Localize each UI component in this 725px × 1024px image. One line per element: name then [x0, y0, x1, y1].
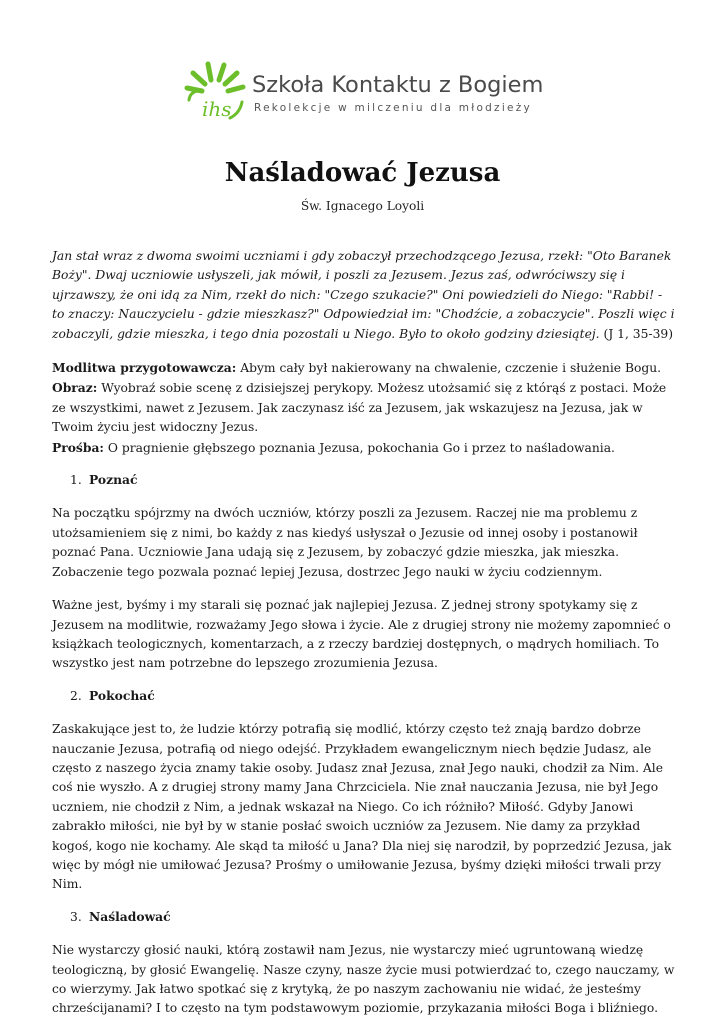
section-paragraph: Nie wystarczy głosić nauki, którą zostawił nam Jezus, nie wystarczy mieć ugruntowaną wiedzę teologiczną, by głosić Ewangelię. Nasze czyny, nasze życie musi potwierdzać to, czego nauczamy, w co wierzymy. Jak łatwo spotkać się z krytyką, że po naszym zachowaniu nie widać, że jesteśmy chrześcijanami? I to często na tym podstawowym poziomie, przykazania miłości Boga i bliźniego. — [52, 943, 675, 1016]
page-title: Naśladować Jezusa — [224, 158, 501, 188]
section-number: 3. — [70, 909, 82, 924]
image-text: Wyobraź sobie scenę z dzisiejszej perykopy. Możesz utożsamić się z którąś z postaci. Może ze wszystkimi, nawet z Jezusem. Jak zaczynasz iść za Jezusem, jak wskazujesz na Jezusa, jak w Twoim życiu jest widoczny Jezus. — [52, 381, 667, 435]
brand-name: Szkoła Kontaktu z Bogiem — [252, 72, 544, 98]
section-heading-pokochac — [52, 686, 677, 706]
scripture-passage — [52, 247, 677, 344]
section-heading-nasladowac — [52, 907, 677, 927]
scripture-reference: (J 1, 35-39) — [603, 326, 674, 341]
image-label: Obraz: — [52, 380, 98, 396]
section-number: 2. — [70, 688, 82, 703]
document-body — [52, 247, 677, 1019]
logo-text: ihs — [202, 97, 232, 121]
section-heading-poznac — [52, 470, 677, 490]
sun-logo-icon — [184, 58, 248, 126]
prayer-text: Abym cały był nakierowany na chwalenie, czczenie i służenie Bogu. — [240, 361, 662, 376]
brand-tagline: Rekolekcje w milczeniu dla młodzieży — [254, 102, 532, 114]
request-text: O pragnienie głębszego poznania Jezusa, pokochania Go i przez to naśladowania. — [107, 440, 615, 455]
section-title: Naśladować — [89, 908, 171, 924]
section-paragraph: Zaskakujące jest to, że ludzie którzy potrafią się modlić, którzy często też znają bardzo dobrze nauczanie Jezusa, potrafią od niego odejść. Przykładem ewangelicznym niech będzie Judasz, ale często z naszego życia znamy takie osoby. Judasz znał Jezusa, znał Jego nauki, chodził za Nim. Ale coś nie wyszło. A z drugiej strony mamy Jana Chrzciciela. Nie znał nauczania Jezusa, nie był Jego uczniem, nie chodził z Nim, a jednak wskazał na Niego. Co ich różniło? Miłość. Gdyby Janowi zabrakło miłości, nie był by w stanie posłać swoich uczniów za Jezusem. Nie damy za przykład kogoś, kogo nie kochamy. Ale skąd ta miłość u Jana? Dla niej się narodził, by poprzedzić Jezusa, jak więc by mógł nie umiłować Jezusa? Prośmy o umiłowanie Jezusa, byśmy dzięki miłości trwali przy Nim. — [52, 722, 672, 892]
request-paragraph — [52, 438, 677, 458]
scripture-text: Jan stał wraz z dwoma swoimi uczniami i gdy zobaczył przechodzącego Jezusa, rzekł: "Oto Baranek Boży". Dwaj uczniowie usłyszeli, jak mówił, i poszli za Jezusem. Jezus zaś, odwróciwszy się i ujrzawszy, że oni idą za Nim, rzekł do nich: "Czego szukacie?" Oni powiedzieli do Niego: "Rabbi! - to znaczy: Nauczycielu - gdzie mieszkasz?" Odpowiedział im: "Chodźcie, a zobaczycie". Poszli więc i zobaczyli, gdzie mieszka, i tego dnia pozostali u Niego. Było to około godziny dziesiątej. — [52, 249, 675, 341]
image-paragraph — [52, 378, 677, 437]
page-subtitle: Św. Ignacego Loyoli — [300, 199, 425, 213]
prayer-paragraph — [52, 358, 677, 378]
prayer-label: Modlitwa przygotowawcza: — [52, 360, 237, 376]
section-paragraph: Na początku spójrzmy na dwóch uczniów, którzy poszli za Jezusem. Raczej nie ma problemu z utożsamieniem się z nimi, bo każdy z nas kiedyś usłyszał o Jezusie od innej osoby i postanowił poznać Pana. Uczniowie Jana udają się z Jezusem, by zobaczyć gdzie mieszka, jak mieszka. Zobaczenie tego pozwala poznać lepiej Jezusa, dostrzec Jego nauki w życiu codziennym. — [52, 506, 638, 579]
request-label: Prośba: — [52, 439, 104, 455]
section-title: Pokochać — [89, 687, 155, 703]
section-number: 1. — [70, 473, 82, 488]
section-title: Poznać — [89, 472, 138, 488]
section-paragraph: Ważne jest, byśmy i my starali się poznać jak najlepiej Jezusa. Z jednej strony spotykamy się z Jezusem na modlitwie, rozważamy Jego słowa i życie. Ale z drugiej strony nie możemy zapomnieć o książkach teologicznych, komentarzach, a z rzeczy bardziej dostępnych, o mądrych homiliach. To wszystko jest nam potrzebne do lepszego zrozumienia Jezusa. — [52, 598, 671, 671]
header — [184, 58, 544, 130]
